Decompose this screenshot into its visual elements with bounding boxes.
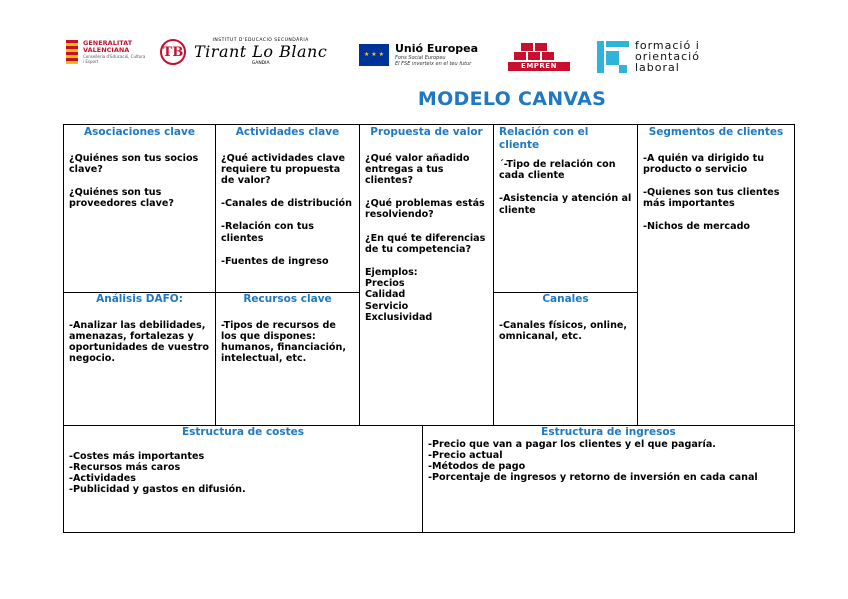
- cell-analisis-dafo: Análisis DAFO: -Analizar las debilidades, amenazas, fortalezas y oportunidades de vuestro negocio.: [69, 293, 210, 365]
- page-title: MODELO CANVAS: [417, 88, 607, 110]
- generalitat-valenciana-logo: GENERALITAT VALENCIANA Conselleria d'Educació, Cultura i Esport: [66, 40, 145, 64]
- generalitat-emblem-icon: [66, 40, 78, 64]
- cell-segmentos-de-clientes: Segmentos de clientes -A quién va dirigido tu producto o servicio -Quienes son tus clientes más importantes -Nichos de mercado: [643, 126, 784, 233]
- eu-flag-icon: ★ ★ ★: [359, 44, 389, 66]
- cell-estructura-de-costes: Estructura de costes -Costes más importantes -Recursos más caros -Actividades -Publicidad y gastos en difusión.: [69, 426, 305, 496]
- cell-recursos-clave: Recursos clave -Tipos de recursos de los que dispones: humanos, financiación, intelectual, etc.: [221, 293, 346, 365]
- tirant-lo-blanc-logo: TB INSTITUT D'EDUCACIÓ SECUNDÀRIA Tirant Lo Blanc GANDIA: [160, 38, 327, 66]
- union-europea-logo: ★ ★ ★ Unió Europea Fons Social Europeu El FSE inverteix en el teu futur: [359, 42, 478, 67]
- cell-relacion-con-el-cliente: Relación con el cliente ´-Tipo de relación con cada cliente -Asistencia y atención al cliente: [499, 126, 632, 216]
- cell-propuesta-de-valor: Propuesta de valor ¿Qué valor añadido entregas a tus clientes? ¿Qué problemas estás resolviendo? ¿En qué te diferencias de tu competencia? Ejemplos: Precios Calidad Servicio Exclusividad: [365, 126, 486, 323]
- emprem-blocks-icon: [514, 42, 558, 60]
- header-logos: [0, 38, 848, 78]
- cell-asociaciones-clave: Asociaciones clave ¿Quiénes son tus socios clave? ¿Quiénes son tus proveedores clave?: [69, 126, 199, 210]
- business-model-canvas: [63, 124, 795, 533]
- cell-estructura-de-ingresos: Estructura de ingresos -Precio que van a pagar los clientes y el que pagaría. -Precio actual -Métodos de pago -Porcentaje de ingresos y retorno de inversión en cada canal: [428, 426, 758, 484]
- cell-canales: Canales -Canales físicos, online, omnicanal, etc.: [499, 293, 628, 342]
- fol-mark-icon: [597, 41, 629, 73]
- cell-actividades-clave: Actividades clave ¿Qué actividades clave requiere tu propuesta de valor? -Canales de distribución -Relación con tus clientes -Fuentes de ingreso: [221, 126, 352, 267]
- tirant-seal-icon: TB: [160, 39, 186, 65]
- fol-logo: formació i orientació laboral: [597, 40, 700, 73]
- emprem-logo: EMPRÉN: [506, 42, 572, 70]
